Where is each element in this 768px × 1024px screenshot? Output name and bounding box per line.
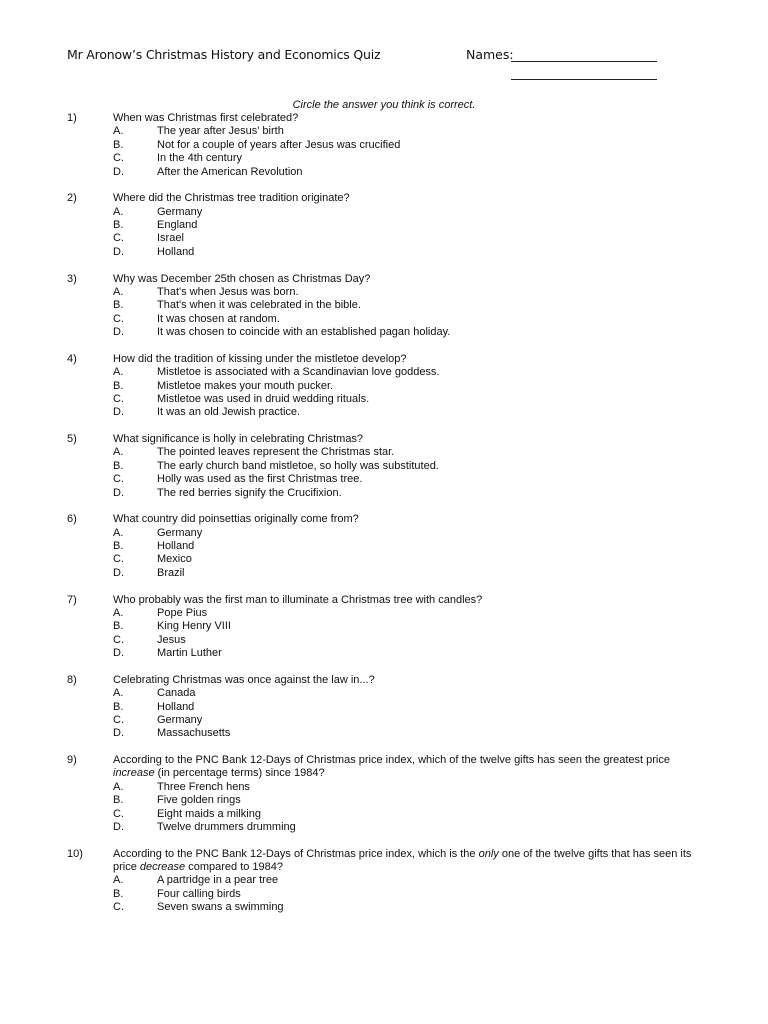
answer-option[interactable] <box>0 874 768 887</box>
option-letter: B. <box>113 138 124 151</box>
option-letter: C. <box>113 152 124 165</box>
answer-option[interactable] <box>0 232 768 245</box>
option-letter: C. <box>113 473 124 486</box>
option-text: Jesus <box>157 633 186 646</box>
question-number: 4) <box>67 352 77 365</box>
instruction-text: Circle the answer you think is correct. <box>292 99 476 111</box>
option-letter: C. <box>113 392 124 405</box>
answer-option[interactable] <box>0 634 768 647</box>
option-letter: C. <box>113 901 124 914</box>
answer-option[interactable] <box>0 888 768 901</box>
question-text: According to the PNC Bank 12-Days of Christmas price index, which of the twelve gifts has seen the greatest price increase (in percentage terms) since 1984? <box>113 754 670 780</box>
option-text: Eight maids a milking <box>157 807 261 820</box>
answer-option[interactable] <box>0 286 768 299</box>
option-text: After the American Revolution <box>157 165 303 178</box>
option-text: Pope Pius <box>157 606 208 619</box>
question-text: When was Christmas first celebrated? <box>113 112 299 124</box>
option-text: Seven swans a swimming <box>157 901 284 914</box>
answer-option[interactable] <box>0 901 768 914</box>
option-letter: C. <box>113 807 124 820</box>
answer-option[interactable] <box>0 406 768 419</box>
option-letter: A. <box>113 606 124 619</box>
option-text: Germany <box>157 526 203 539</box>
option-letter: D. <box>113 820 124 833</box>
option-letter: A. <box>113 687 124 700</box>
option-text: King Henry VIII <box>157 620 231 633</box>
name-line-1 <box>511 61 657 62</box>
answer-option[interactable] <box>0 152 768 165</box>
question-number: 1) <box>67 112 77 124</box>
option-letter: B. <box>113 379 124 392</box>
option-letter: B. <box>113 887 124 900</box>
option-letter: B. <box>113 459 124 472</box>
option-letter: C. <box>113 713 124 726</box>
question-1 <box>0 112 768 179</box>
option-text: Holland <box>157 245 195 258</box>
answer-option[interactable] <box>0 647 768 660</box>
option-text: Israel <box>157 232 184 245</box>
answer-option[interactable] <box>0 125 768 138</box>
option-letter: A. <box>113 446 124 459</box>
question-8 <box>0 674 768 741</box>
option-letter: A. <box>113 780 124 793</box>
answer-option[interactable] <box>0 313 768 326</box>
option-text: A partridge in a pear tree <box>157 874 279 887</box>
option-text: Twelve drummers drumming <box>157 820 296 833</box>
emphasis-only: only <box>478 847 499 860</box>
option-text: Not for a couple of years after Jesus was crucified <box>157 138 401 151</box>
option-text: It was chosen at random. <box>157 312 280 325</box>
option-text: Mistletoe was used in druid wedding rituals. <box>157 392 370 405</box>
option-text: Holland <box>157 540 195 553</box>
answer-option[interactable] <box>0 687 768 700</box>
quiz-title: Mr Aronow’s Christmas History and Economics Quiz <box>67 47 381 62</box>
option-text: Three French hens <box>157 780 250 793</box>
option-text: That's when Jesus was born. <box>157 285 299 298</box>
option-letter: A. <box>113 366 124 379</box>
question-2 <box>0 192 768 259</box>
answer-option[interactable] <box>0 527 768 540</box>
answer-option[interactable] <box>0 553 768 566</box>
option-letter: D. <box>113 326 124 339</box>
option-text: It was an old Jewish practice. <box>157 406 301 419</box>
option-letter: D. <box>113 165 124 178</box>
option-text: Germany <box>157 205 203 218</box>
answer-option[interactable] <box>0 219 768 232</box>
names-label: Names: <box>466 47 514 62</box>
question-10 <box>0 848 768 915</box>
question-6 <box>0 513 768 580</box>
emphasis-increase: increase <box>113 767 155 780</box>
answer-option[interactable] <box>0 727 768 740</box>
option-text: In the 4th century <box>157 152 242 165</box>
option-text: Four calling birds <box>157 887 241 900</box>
question-number: 7) <box>67 593 77 606</box>
answer-option[interactable] <box>0 781 768 794</box>
answer-option[interactable] <box>0 567 768 580</box>
option-text: It was chosen to coincide with an established pagan holiday. <box>157 326 451 339</box>
option-text: That's when it was celebrated in the bible. <box>157 299 361 312</box>
option-letter: B. <box>113 620 124 633</box>
option-letter: B. <box>113 700 124 713</box>
option-letter: D. <box>113 566 124 579</box>
option-text: The early church band mistletoe, so holly was substituted. <box>157 459 439 472</box>
option-text: Brazil <box>157 566 185 579</box>
option-letter: B. <box>113 219 124 232</box>
answer-option[interactable] <box>0 460 768 473</box>
answer-option[interactable] <box>0 446 768 459</box>
question-text: Why was December 25th chosen as Christmas Day? <box>113 272 371 285</box>
answer-option[interactable] <box>0 701 768 714</box>
option-text: England <box>157 219 198 232</box>
answer-option[interactable] <box>0 380 768 393</box>
question-9 <box>0 754 768 834</box>
question-5 <box>0 433 768 500</box>
option-text: Holly was used as the first Christmas tree. <box>157 473 363 486</box>
question-text: How did the tradition of kissing under the mistletoe develop? <box>113 352 407 365</box>
option-text: The year after Jesus' birth <box>157 125 284 138</box>
question-list <box>0 112 768 928</box>
question-text: What significance is holly in celebrating Christmas? <box>113 433 364 445</box>
answer-option[interactable] <box>0 366 768 379</box>
question-number: 5) <box>67 433 77 445</box>
option-letter: A. <box>113 125 124 138</box>
option-letter: D. <box>113 486 124 499</box>
option-letter: C. <box>113 553 124 566</box>
option-letter: D. <box>113 406 124 419</box>
option-letter: A. <box>113 285 124 298</box>
answer-option[interactable] <box>0 821 768 834</box>
question-number: 3) <box>67 272 77 285</box>
option-text: Five golden rings <box>157 794 241 807</box>
question-number: 6) <box>67 513 77 526</box>
question-3 <box>0 273 768 340</box>
option-letter: B. <box>113 794 124 807</box>
answer-option[interactable] <box>0 326 768 339</box>
answer-option[interactable] <box>0 246 768 259</box>
answer-option[interactable] <box>0 487 768 500</box>
name-line-2 <box>511 79 657 80</box>
answer-option[interactable] <box>0 473 768 486</box>
option-text: Mistletoe makes your mouth pucker. <box>157 379 334 392</box>
option-letter: C. <box>113 312 124 325</box>
option-letter: B. <box>113 540 124 553</box>
option-letter: A. <box>113 205 124 218</box>
option-letter: D. <box>113 727 124 740</box>
answer-option[interactable] <box>0 607 768 620</box>
option-letter: C. <box>113 232 124 245</box>
question-text: According to the PNC Bank 12-Days of Christmas price index, which is the only one of the twelve gifts that has seen its price decrease compared to 1984? <box>113 847 692 874</box>
question-text: Where did the Christmas tree tradition originate? <box>113 192 350 205</box>
question-number: 2) <box>67 192 77 205</box>
answer-option[interactable] <box>0 714 768 727</box>
option-text: Canada <box>157 687 196 700</box>
question-number: 9) <box>67 754 77 766</box>
option-letter: A. <box>113 874 124 887</box>
option-letter: C. <box>113 633 124 646</box>
option-text: The red berries signify the Crucifixion. <box>157 486 342 499</box>
option-text: Martin Luther <box>157 647 222 660</box>
option-letter: B. <box>113 299 124 312</box>
answer-option[interactable] <box>0 794 768 807</box>
question-text: What country did poinsettias originally come from? <box>113 513 359 526</box>
option-text: Germany <box>157 713 203 726</box>
answer-option[interactable] <box>0 540 768 553</box>
option-text: Mistletoe is associated with a Scandinavian love goddess. <box>157 366 440 379</box>
question-number: 8) <box>67 673 77 686</box>
answer-option[interactable] <box>0 166 768 179</box>
question-text: Celebrating Christmas was once against the law in...? <box>113 673 375 686</box>
option-letter: D. <box>113 647 124 660</box>
question-number: 10) <box>67 847 83 860</box>
emphasis-decrease: decrease <box>139 861 186 874</box>
answer-option[interactable] <box>0 393 768 406</box>
question-4 <box>0 353 768 420</box>
option-text: Holland <box>157 700 195 713</box>
answer-option[interactable] <box>0 620 768 633</box>
answer-option[interactable] <box>0 206 768 219</box>
question-7 <box>0 594 768 661</box>
answer-option[interactable] <box>0 139 768 152</box>
option-text: The pointed leaves represent the Christmas star. <box>157 446 395 459</box>
option-text: Massachusetts <box>157 727 231 740</box>
answer-option[interactable] <box>0 299 768 312</box>
option-text: Mexico <box>157 553 192 566</box>
question-text: Who probably was the first man to illuminate a Christmas tree with candles? <box>113 593 483 606</box>
option-letter: A. <box>113 526 124 539</box>
option-letter: D. <box>113 245 124 258</box>
answer-option[interactable] <box>0 808 768 821</box>
